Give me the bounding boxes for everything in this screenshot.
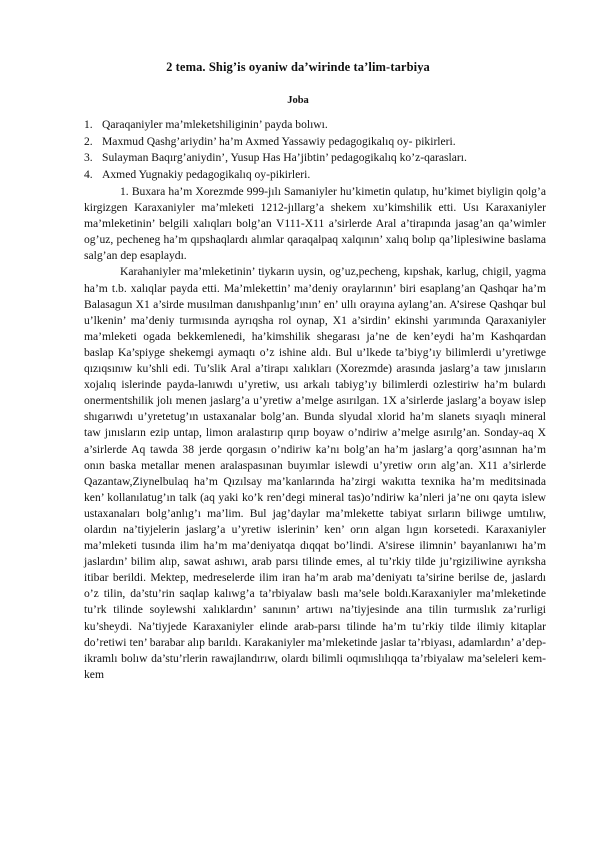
plan-item-number: 4. xyxy=(84,167,93,181)
plan-list xyxy=(84,117,544,183)
plan-item xyxy=(84,134,544,151)
plan-item xyxy=(84,150,544,167)
plan-item-text: Maxmud Qashg’ariydin’ ha’m Axmed Yassawiy pedagogikalıq oy- pikirleri. xyxy=(102,134,456,148)
plan-item-number: 2. xyxy=(84,134,93,148)
plan-item-number: 3. xyxy=(84,151,93,164)
plan-item xyxy=(84,117,544,134)
document-title: 2 tema. Shig’is oyaniw da’wirinde ta’lim-tarbiya xyxy=(166,60,430,74)
paragraph: 1. Buxara ha’m Xorezmde 999-jılı Samaniyler hu’kimetin qulatıp, hu’kimet biyligin qolg’a kirgizgen Karaxaniyler ma’mleketi 1212-jıllarg’a shekem xu’kimshilik etti. Usı Karaxaniyler ma’mleketinin’ belgili xalıqları bolg’an V111-X11 a’sirlerde Aral a’tirapında jasag’an qa’wimler og’uz, pecheneg ha’m qıpshaqlardı alımlar qaraqalpaq xalqının’ xalıq bolıp qa’liplesiwine baslama salg’an dep esaplaydı. xyxy=(84,185,546,263)
plan-item-text: Sulayman Baqırg’aniydin’, Yusup Has Ha’jibtin’ pedagogikalıq ko’z-qarasları. xyxy=(102,151,467,164)
plan-item xyxy=(84,167,544,184)
plan-heading: Joba xyxy=(287,95,309,106)
plan-item-text: Qaraqaniyler ma’mleketshiliginin’ payda bolıwı. xyxy=(102,118,328,131)
plan-item-number: 1. xyxy=(84,118,93,131)
paragraph: Karahaniyler ma’mleketinin’ tiykarın uysin, og’uz,pecheng, kıpshak, karlug, chigil, yagma ha’m t.b. xalıqlar payda etti. Ma’mlekettin’ ma’deniy oraylarının’ biri esaplang’an Qashqar ha’m Balasagun X1 a’sirde musılman danıshpanlıg’ının’ en’ ullı orayına aylang’an. A’sirese Qashqar bul u’lkenin’ ma’deniy turmısında ayrıqsha rol oynap, X1 a’sirdin’ ekinshi yarımında Qaraxaniyler ma’mleketi ogada bekkemlenedi, ha’kimshilik shegarası ja’ne de ken’eydi ha’m Kashqardan baslap Ka’spiyge shekemgi aymaqtı o’z ishine aldı. Bul u’lkede ta’biyg’ıy bilimlerdi u’yretiwge qızıqsınıw ku’shli edi. Tu’slik Aral a’tirapı xalıkları (Xorezmde) arasında jaslarg’a taw jınısların xojalıq islerinde payda-lanıwdı u’yretiw, usı arkalı tabiyg’ıy bilimlerdi ozlestiriw ha’m bulardı onermentshilik jolı menen jaslarg’a u’yretiw a’melge asırılgan. 1X a’sirlerde jaslarg’a boyaw islep shıgarıwdı u’yretetug’ın ustaxanalar bolg’an. Bunda slyudal xlorid ha’m slanets sıyaqlı mineral taw jınısların ezip untap, limon aralastırıp qırıp boyaw o’ndiriw a’melge asırılg’an. Sonday-aq X a’sirlerde Aq tawda 38 jerde qorgasın o’ndiriw ka’nı bolg’an ha’m jaslarg’a qorg’asınnan ha’m onın baska metallar menen aralaspasınan buyımlar islewdi u’yretiw orın alg’an. X11 a’sirlerde Qazantaw,Ziynelbulaq ha’m Qızılsay ma’kanlarında ha’zirgi wakıtta texnika ha’m meditsinada ken’ kollanılatug’ın talk (aq yaki ko’k ren’degi mineral tas)o’ndiriw ka’nleri ja’ne onı qayta islew ustaxanaları bolg’anlıg’ı ma’lim. Bul jag’daylar ma’mlekette tabiyat sırların biliwge umtılıw, olardın na’tiyjelerin jaslarg’a u’yretiw islerinin’ ken’ orın algan lıgın korsetedi. Karaxaniyler ma’mleketi tusında ilim ha’m ma’deniyatqa dıqqat bo’lindi. A’sirese ilimnin’ bayanlanıwı ha’m jaslardın’ bilim alıp, sawat ashıwı, arab parsı tilinde emes, al tu’rkiy tilde ju’rgiziliwine ayrıksha itibar berildi. Mektep, medreselerde ilim iran ha’m arab ma’deniyatı ta’sirine berilse de, jaslardı o’z tilin, da’stu’rin saqlap kalıwg’a ta’rbiyalaw baslı ma’sele boldı.Karaxaniyler ma’mleketinde tu’rk tilinde soylewshi xalıklardın’ sanının’ artıwı na’tiyjesinde ana tilin turmıslık za’rurligi ku’sheydi. Na’tiyjede Karaxaniyler elinde arab-parsı tilinde ha’m tu’rkiy tilde ilimiy kitaplar do’retiwi ten’ barabar alıp barıldı. Karakaniyler ma’mleketinde jaslar ta’rbiyası, adamlardın’ a’dep- ikramlı bolıw da’stu’rlerin rawajlandırıw, olardı bilimli oqımıslılıqqa ta’rbiyalaw ma’seleleri kem-kem xyxy=(84,265,546,681)
body-text xyxy=(84,184,546,683)
plan-item-text: Axmed Yugnakiy pedagogikalıq oy-pikirleri. xyxy=(102,167,311,181)
